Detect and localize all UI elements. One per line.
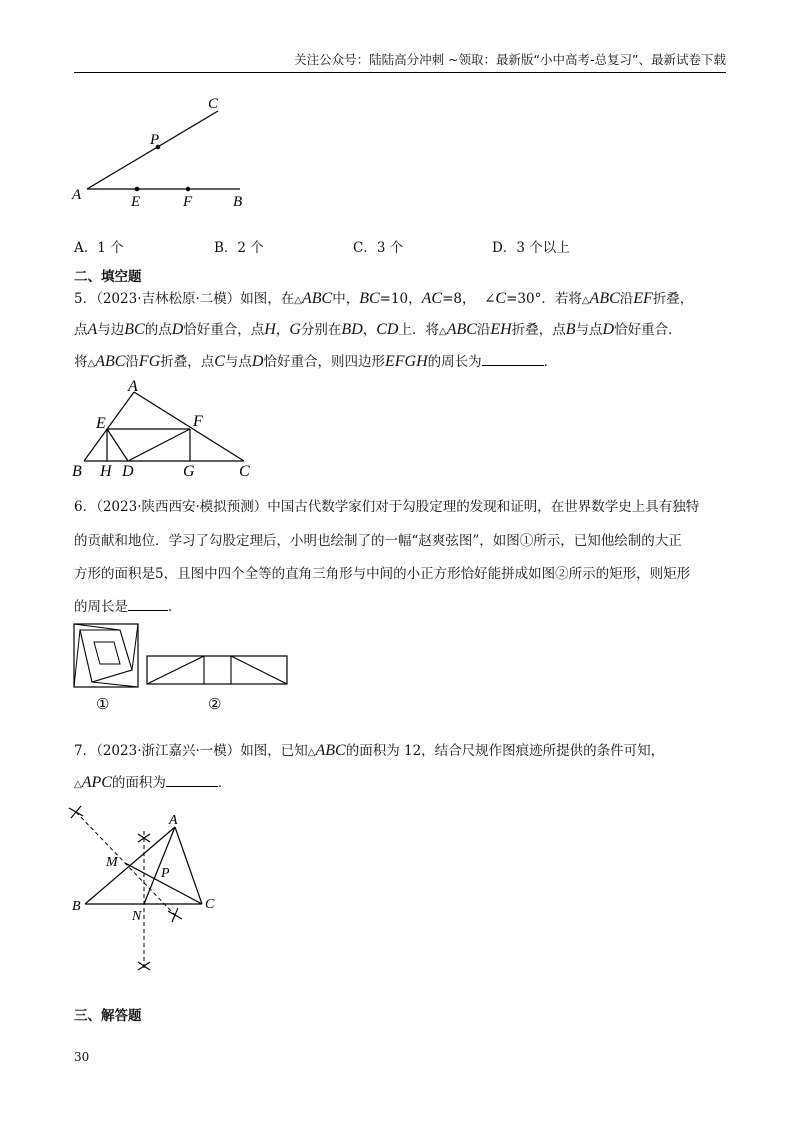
option-d: D．3 个以上	[492, 240, 570, 256]
q5-line-1: 5．（2023·吉林松原·二模）如图，在△ABC中，BC=10，AC=8， ∠C=30°．若将△ABC沿EF折叠，	[74, 290, 694, 307]
option-a: A．1 个	[74, 240, 124, 256]
q5-label-e: E	[96, 415, 106, 432]
segment-df	[128, 429, 190, 461]
label-a: A	[72, 187, 82, 203]
q5-label-f: F	[193, 413, 203, 430]
q6-line-3: 方形的面积是5，且图中四个全等的直角三角形与中间的小正方形恰好能拼成如图②所示的矩形，则矩形	[74, 566, 691, 582]
q7-label-c: C	[205, 897, 215, 912]
q7-label-n: N	[132, 909, 142, 924]
segment-ed	[107, 429, 128, 461]
figure-angle-points	[60, 90, 260, 215]
point-e	[135, 187, 140, 192]
label-p: P	[150, 132, 160, 148]
q5-label-g: G	[183, 463, 195, 478]
q6-line-1: 6．（2023·陕西西安·模拟预测）中国古代数学家们对于勾股定理的发现和证明，在世界数学史上具有独特	[74, 499, 700, 515]
ray-ac	[87, 111, 218, 189]
q5-figure-triangle-fold	[62, 378, 267, 478]
q7-answer-blank	[166, 786, 218, 787]
segment-an	[144, 827, 175, 904]
side-ba	[84, 392, 134, 461]
rectangle-diagram	[147, 656, 287, 684]
page-header: 关注公众号：陆陆高分冲刺 ~领取：最新版“小中高考-总复习”、最新试卷下载	[294, 52, 726, 67]
option-b: B．2 个	[214, 240, 264, 256]
q5-line-2: 点A与边BC的点D恰好重合，点H，G分别在BD，CD上．将△ABC沿EH折叠，点B与点D恰好重合．	[74, 321, 682, 338]
section-fill-in-title: 二、填空题	[74, 269, 142, 285]
label-c: C	[208, 96, 219, 112]
q5-answer-blank	[482, 365, 544, 366]
label-f: F	[183, 194, 193, 210]
q5-label-a: A	[128, 378, 138, 395]
section-solve-title: 三、解答题	[74, 1008, 142, 1024]
q5-label-b: B	[72, 463, 82, 478]
q6-figures	[70, 620, 300, 720]
q7-label-b: B	[72, 899, 81, 914]
q5-label-h: H	[100, 463, 112, 478]
q5-label-c: C	[239, 463, 250, 478]
q5-line-3: 将△ABC沿FG折叠，点C与点D恰好重合，则四边形EFGH的周长为 ．	[74, 353, 558, 370]
point-f	[186, 187, 191, 192]
q6-line-2: 的贡献和地位．学习了勾股定理后，小明也绘制了的一幅“赵爽弦图”，如图①所示，已知他绘制的大正	[74, 533, 682, 549]
option-c: C．3 个	[353, 240, 404, 256]
q6-caption-2: ②	[208, 697, 222, 713]
q7-label-a: A	[169, 813, 178, 828]
q7-label-p: P	[161, 866, 170, 881]
q7-figure-construction	[62, 798, 232, 978]
side-ac	[134, 392, 244, 461]
q7-line-1: 7．（2023·浙江嘉兴·一模）如图，已知△ABC的面积为 12，结合尺规作图痕迹所提供的条件可知，	[74, 742, 665, 759]
page-number: 30	[74, 1050, 90, 1064]
label-b: B	[233, 194, 243, 210]
zhao-shuang-diagram	[74, 624, 138, 687]
q7-label-m: M	[106, 855, 118, 870]
q6-line-4: 的周长是 ．	[74, 599, 182, 615]
q7-line-2: △APC的面积为 ．	[74, 774, 232, 791]
q6-caption-1: ①	[96, 697, 110, 713]
q5-label-d: D	[122, 463, 134, 478]
arc-marks	[69, 806, 182, 970]
header-rule	[74, 72, 726, 73]
label-e: E	[131, 194, 141, 210]
q6-answer-blank	[128, 610, 168, 611]
